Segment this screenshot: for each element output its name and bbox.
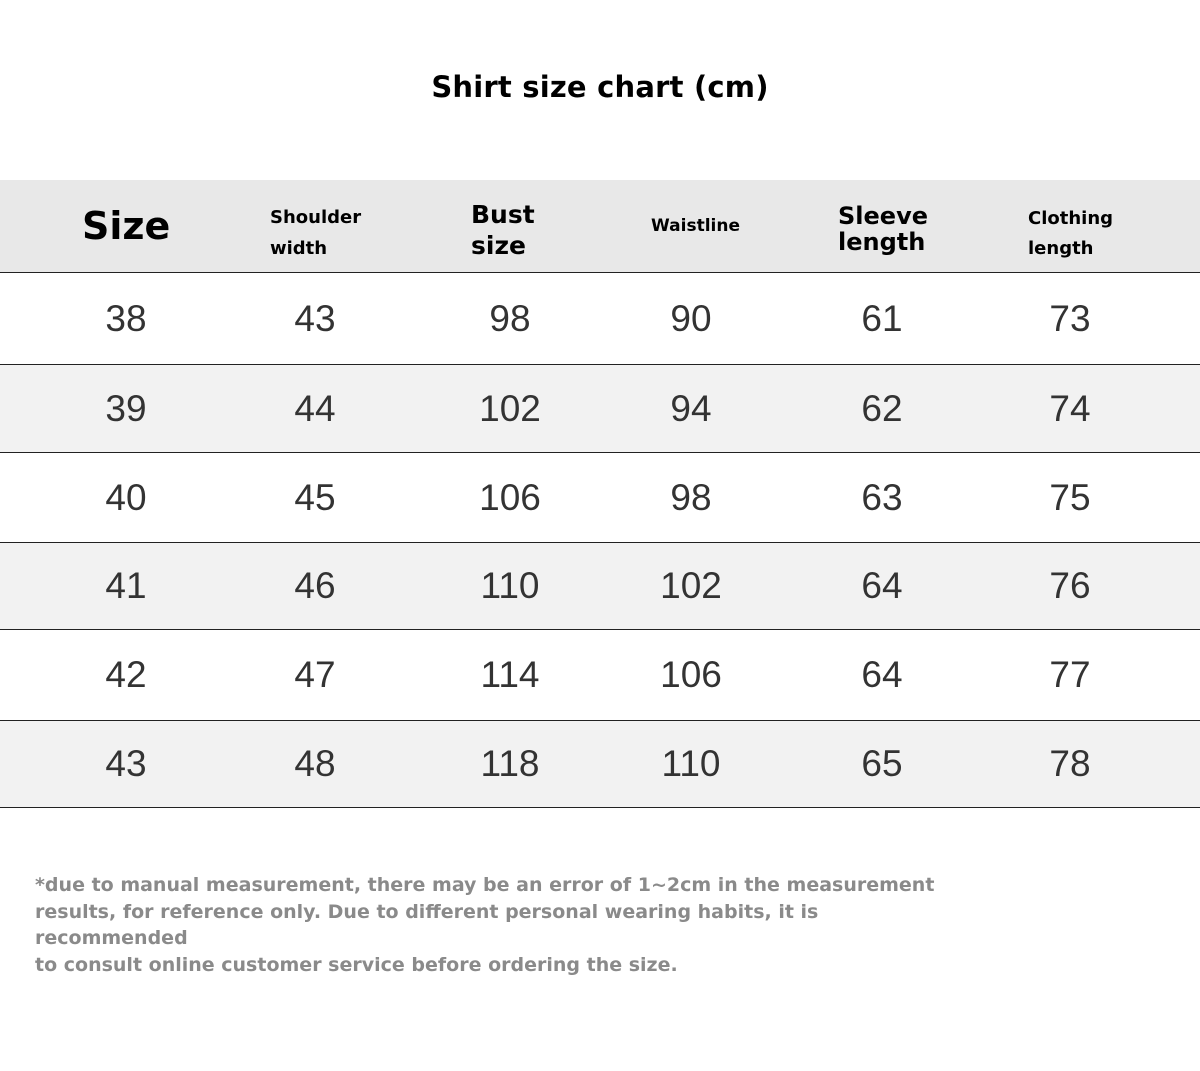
header-waistline: Waistline [651, 216, 740, 236]
table-row [0, 543, 1200, 630]
table-header [0, 180, 1200, 273]
header-clothing-line-1: Clothing [1028, 208, 1114, 229]
cell-clothing-length: 73 [1049, 297, 1091, 339]
cell-sleeve-length: 64 [861, 565, 903, 606]
disclaimer-line-1: *due to manual measurement, there may be an error of 1~2cm in the measurement [35, 874, 935, 896]
header-clothing-line-2: length [1028, 238, 1094, 259]
header-bust-line-1: Bust [471, 200, 535, 229]
table-row [0, 721, 1200, 808]
page-title: Shirt size chart (cm) [431, 70, 769, 104]
cell-bust-size: 106 [479, 476, 541, 518]
cell-clothing-length: 75 [1049, 476, 1091, 518]
cell-size: 39 [105, 387, 147, 429]
cell-shoulder-width: 44 [294, 387, 336, 429]
header-size: Size [82, 204, 171, 248]
cell-shoulder-width: 48 [294, 743, 336, 784]
cell-bust-size: 102 [479, 387, 541, 429]
header-sleeve-length [838, 203, 938, 255]
header-bust-line-2: size [471, 231, 526, 260]
cell-shoulder-width: 45 [294, 476, 336, 518]
cell-bust-size: 110 [480, 565, 540, 606]
table-row [0, 365, 1200, 453]
cell-waistline: 110 [661, 743, 721, 784]
header-bust-size [471, 199, 561, 261]
cell-shoulder-width: 47 [294, 654, 336, 695]
cell-clothing-length: 78 [1049, 743, 1091, 784]
header-sleeve-line-1: Sleeve [838, 202, 928, 230]
header-sleeve-line-2: length [838, 228, 926, 256]
cell-clothing-length: 74 [1049, 387, 1091, 429]
cell-sleeve-length: 65 [861, 743, 903, 784]
cell-clothing-length: 77 [1049, 654, 1091, 695]
table-row [0, 453, 1200, 543]
header-shoulder-width [270, 202, 380, 264]
cell-sleeve-length: 62 [861, 387, 903, 429]
cell-size: 40 [105, 476, 147, 518]
cell-bust-size: 114 [480, 654, 540, 695]
cell-waistline: 102 [660, 565, 722, 606]
measurement-disclaimer [35, 872, 935, 978]
cell-size: 41 [105, 565, 147, 606]
cell-sleeve-length: 64 [861, 654, 903, 695]
header-shoulder-line-1: Shoulder [270, 207, 362, 228]
cell-size: 42 [105, 654, 147, 695]
cell-waistline: 98 [670, 476, 712, 518]
header-shoulder-line-2: width [270, 238, 328, 259]
header-clothing-length [1028, 204, 1138, 264]
cell-bust-size: 118 [480, 743, 540, 784]
cell-waistline: 106 [660, 654, 722, 695]
cell-shoulder-width: 46 [294, 565, 336, 606]
cell-clothing-length: 76 [1049, 565, 1091, 606]
cell-shoulder-width: 43 [294, 297, 336, 339]
cell-waistline: 90 [670, 297, 712, 339]
cell-waistline: 94 [670, 387, 712, 429]
cell-size: 43 [105, 743, 147, 784]
disclaimer-line-3: to consult online customer service before ordering the size. [35, 953, 678, 976]
cell-sleeve-length: 63 [861, 476, 903, 518]
cell-size: 38 [105, 297, 147, 339]
table-row [0, 630, 1200, 721]
disclaimer-line-2: results, for reference only. Due to different personal wearing habits, it is recommended [35, 900, 819, 949]
table-row [0, 273, 1200, 365]
size-table [0, 180, 1200, 808]
cell-bust-size: 98 [489, 297, 531, 339]
cell-sleeve-length: 61 [861, 297, 903, 339]
